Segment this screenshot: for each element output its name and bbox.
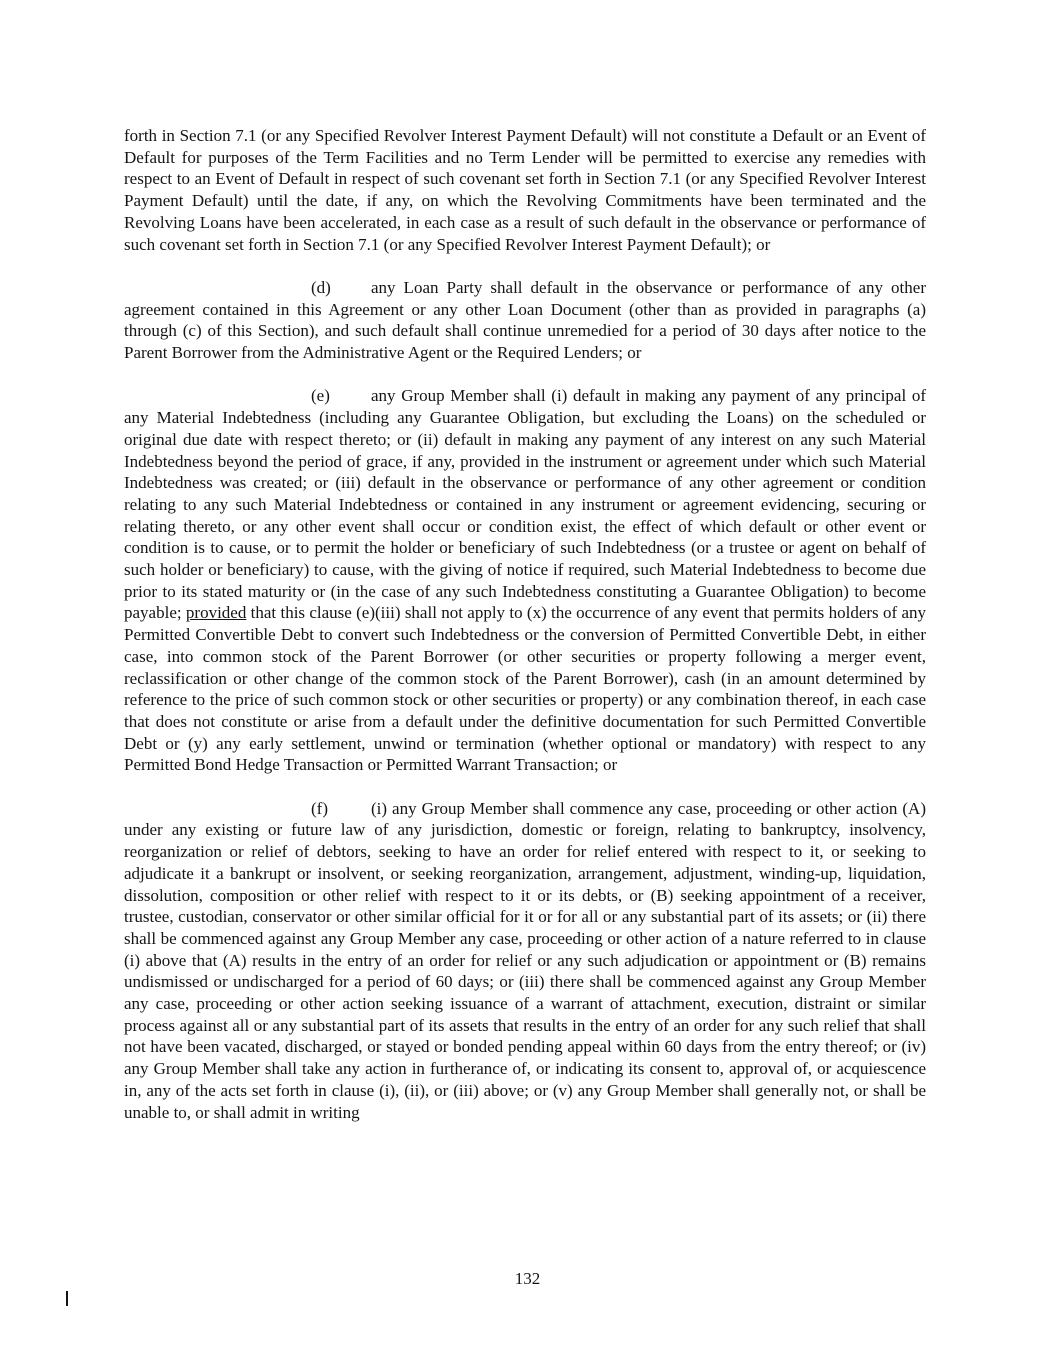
paragraph-text: forth in Section 7.1 (or any Specified Revolver Interest Payment Default) will not constitute a Default or an Event of Default for purposes of the Term Facilities and no Term Lender will be permitted to exercise any remedies with respect to an Event of Default in respect of such covenant set forth in Section 7.1 (or any Specified Revolver Interest Payment Default) until the date, if any, on which the Revolving Commitments have been terminated and the Revolving Loans have been accelerated, in each case as a result of such default in the observance or performance of such covenant set forth in Section 7.1 (or any Specified Revolver Interest Payment Default); or	[124, 126, 926, 254]
page-content	[124, 125, 926, 1123]
paragraph-text-before: any Group Member shall (i) default in making any payment of any principal of any Material Indebtedness (including any Guarantee Obligation, but excluding the Loans) on the scheduled or original due date with respect thereto; or (ii) default in making any payment of any interest on any such Material Indebtedness beyond the period of grace, if any, provided in the instrument or agreement under which such Material Indebtedness was created; or (iii) default in the observance or performance of any other agreement or condition relating to any such Material Indebtedness or contained in any instrument or agreement evidencing, securing or relating thereto, or any other event shall occur or condition exist, the effect of which default or other event or condition is to cause, or to permit the holder or beneficiary of such Indebtedness (or a trustee or agent on behalf of such holder or beneficiary) to cause, with the giving of notice if required, such Material Indebtedness to become due prior to its stated maturity or (in the case of any such Indebtedness constituting a Guarantee Obligation) to become payable;	[124, 386, 926, 623]
paragraph-e	[124, 385, 926, 776]
clause-label-f: (f)	[311, 798, 328, 818]
clause-label-e: (e)	[311, 386, 330, 406]
paragraph-text-after: that this clause (e)(iii) shall not apply to (x) the occurrence of any event that permits holders of any Permitted Convertible Debt to convert such Indebtedness or the conversion of Permitted Convertible Debt, in either case, into common stock of the Parent Borrower (or other securities or property following a merger event, reclassification or other change of the common stock of the Parent Borrower), cash (in an amount determined by reference to the price of such common stock or other securities or property) or any combination thereof, in each case that does not constitute or arise from a default under the definitive documentation for such Permitted Convertible Debt or (y) any early settlement, unwind or termination (whether optional or mandatory) with respect to any Permitted Bond Hedge Transaction or Permitted Warrant Transaction; or	[124, 603, 926, 775]
paragraph-text: (i) any Group Member shall commence any case, proceeding or other action (A) under any existing or future law of any jurisdiction, domestic or foreign, relating to bankruptcy, insolvency, reorganization or relief of debtors, seeking to have an order for relief entered with respect to it, or seeking to adjudicate it a bankrupt or insolvent, or seeking reorganization, arrangement, adjustment, winding-up, liquidation, dissolution, composition or other relief with respect to it or its debts, or (B) seeking appointment of a receiver, trustee, custodian, conservator or other similar official for it or for all or any substantial part of its assets; or (ii) there shall be commenced against any Group Member any case, proceeding or other action of a nature referred to in clause (i) above that (A) results in the entry of an order for relief or any such adjudication or appointment or (B) remains undismissed or undischarged for a period of 60 days; or (iii) there shall be commenced against any Group Member any case, proceeding or other action seeking issuance of a warrant of attachment, execution, distraint or similar process against all or any substantial part of its assets that results in the entry of an order for any such relief that shall not have been vacated, discharged, or stayed or bonded pending appeal within 60 days from the entry thereof; or (iv) any Group Member shall take any action in furtherance of, or indicating its consent to, approval of, or acquiescence in, any of the acts set forth in clause (i), (ii), or (iii) above; or (v) any Group Member shall generally not, or shall be unable to, or shall admit in writing	[124, 798, 926, 1122]
paragraph-d	[124, 277, 926, 364]
underlined-term-provided: provided	[185, 603, 247, 623]
paragraph-text: any Loan Party shall default in the observance or performance of any other agreement contained in this Agreement or any other Loan Document (other than as provided in paragraphs (a) through (c) of this Section), and such default shall continue unremedied for a period of 30 days after notice to the Parent Borrower from the Administrative Agent or the Required Lenders; or	[124, 277, 926, 363]
paragraph-continuation	[124, 125, 926, 255]
revision-change-bar	[66, 1291, 68, 1306]
clause-label-d: (d)	[311, 277, 331, 297]
page-number: 132	[514, 1269, 541, 1288]
paragraph-f	[124, 798, 926, 1124]
